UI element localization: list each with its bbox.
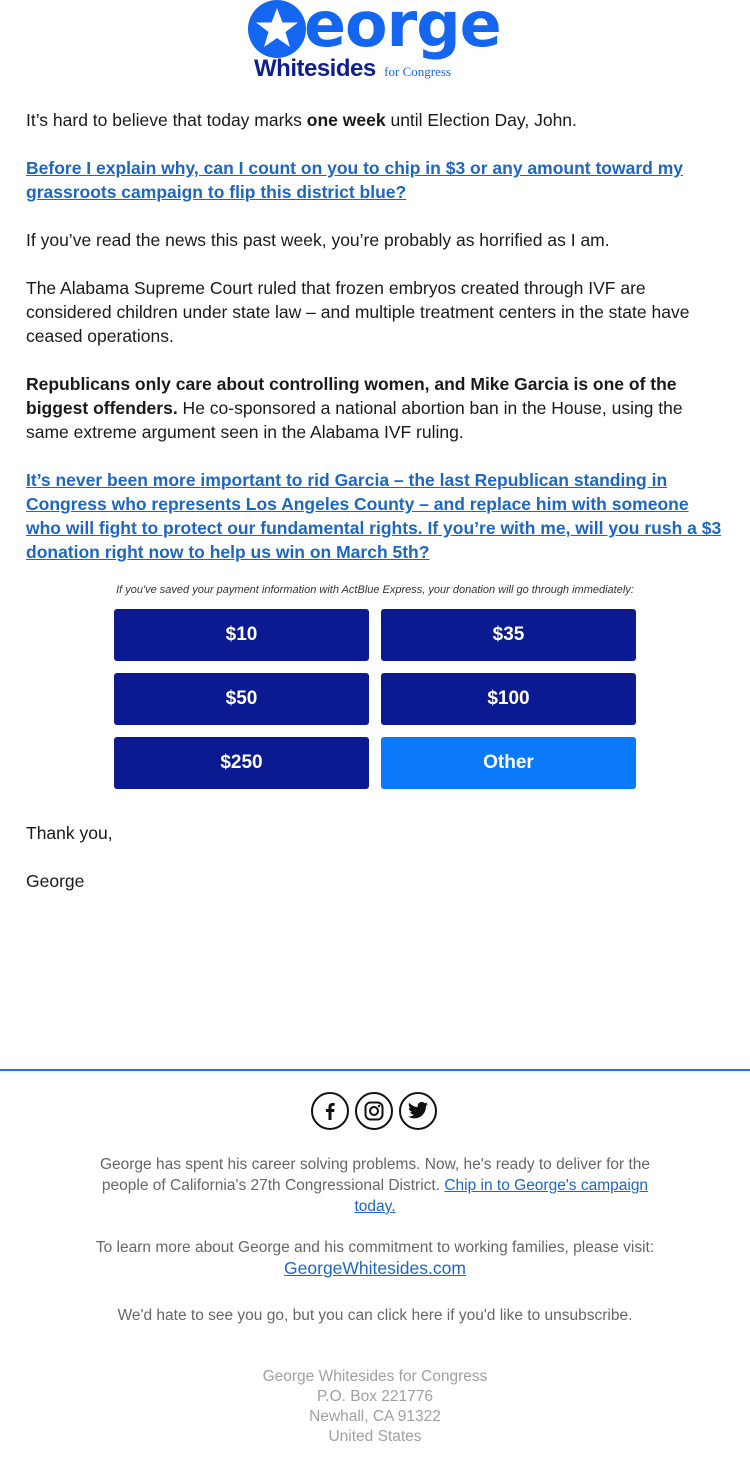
donate-link-1[interactable]: Before I explain why, can I count on you to chip in $3 or any amount toward my grassroots campaign to flip this district blue? (26, 158, 683, 202)
donate-100-button[interactable]: $100 (381, 673, 636, 725)
donate-250-button[interactable]: $250 (114, 737, 369, 789)
logo-name: Whitesides (254, 55, 376, 82)
logo-tagline: for Congress (384, 64, 451, 79)
facebook-icon[interactable] (311, 1092, 349, 1130)
email-body (26, 108, 726, 588)
thanks-text: Thank you, (26, 823, 113, 843)
donate-link-2[interactable]: It’s never been more important to rid Garcia – the last Republican standing in Congress who represents Los Angeles County – and replace him with someone who will fight to protect our fundamental rights. If you’re with me, will you rush a $3 donation right now to help us win on March 5th? (26, 470, 722, 562)
footer-learn-more: To learn more about George and his commitment to working families, please visit: GeorgeWhitesides.com (95, 1239, 655, 1278)
campaign-logo (0, 0, 750, 85)
news-paragraph: If you’ve read the news this past week, you’re probably as horrified as I am. (26, 230, 610, 250)
logo-wordmark: eorge (304, 0, 501, 61)
logo-subtitle (254, 55, 451, 83)
ask-paragraph-2 (26, 468, 726, 564)
unsubscribe-text[interactable]: We'd hate to see you go, but you can click here if you'd like to unsubscribe. (117, 1307, 633, 1324)
signature: George (26, 871, 85, 891)
donate-50-button[interactable]: $50 (114, 673, 369, 725)
republicans-emphasis: Republicans only care about controlling women, and Mike Garcia is one of the biggest offenders. (26, 374, 677, 418)
footer-divider (0, 1069, 750, 1071)
actblue-note: If you've saved your payment information with ActBlue Express, your donation will go through immediately: (116, 584, 634, 596)
website-link[interactable]: GeorgeWhitesides.com (284, 1258, 466, 1278)
mailing-address: George Whitesides for Congress P.O. Box 221776 Newhall, CA 91322 United States (262, 1368, 488, 1445)
donate-35-button[interactable]: $35 (381, 609, 636, 661)
intro-paragraph: It’s hard to believe that today marks one week until Election Day, John. (26, 110, 577, 130)
footer-career-text: George has spent his career solving problems. Now, he's ready to deliver for the people of California's 27th Congressional District. Chip in to George's campaign today. (99, 1156, 651, 1215)
donate-10-button[interactable]: $10 (114, 609, 369, 661)
ask-paragraph-1 (26, 156, 726, 204)
intro-emphasis: one week (306, 110, 386, 130)
republicans-paragraph: Republicans only care about controlling women, and Mike Garcia is one of the biggest offenders. He co-sponsored a national abortion ban in the House, using the same extreme argument seen in the Alabama IVF ruling. (26, 374, 683, 442)
alabama-paragraph: The Alabama Supreme Court ruled that frozen embryos created through IVF are considered children under state law – and multiple treatment centers in the state have ceased operations. (26, 278, 690, 346)
twitter-icon[interactable] (399, 1092, 437, 1130)
donate-other-button[interactable]: Other (381, 737, 636, 789)
chip-in-link[interactable]: Chip in to George's campaign today. (354, 1177, 649, 1215)
instagram-icon[interactable] (355, 1092, 393, 1130)
star-icon (248, 0, 306, 58)
